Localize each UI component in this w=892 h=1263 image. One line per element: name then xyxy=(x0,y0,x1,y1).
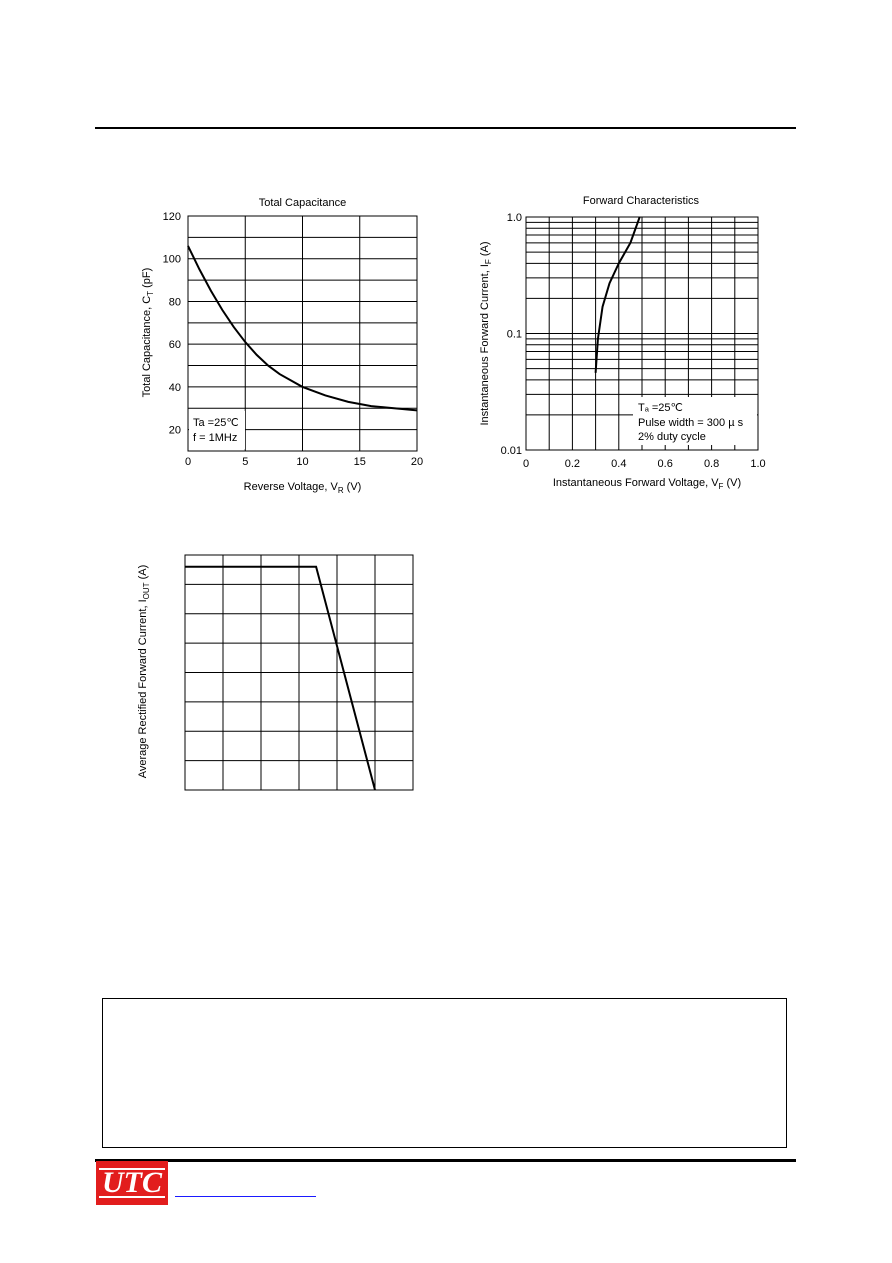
annotation-temp: Tₐ =25℃ xyxy=(638,402,683,414)
y-tick-label-100: 100 xyxy=(162,253,181,266)
footer-rule xyxy=(95,1159,796,1162)
x-tick-label-0.6: 0.6 xyxy=(657,458,673,470)
x-tick-label-5: 5 xyxy=(242,456,249,468)
utc-logo xyxy=(96,1161,168,1205)
x-tick-label-0: 0 xyxy=(184,456,192,468)
x-tick-label-0.8: 0.8 xyxy=(703,458,720,470)
chart-title: Forward Characteristics xyxy=(582,195,700,207)
annotation-temp: Ta =25℃ xyxy=(193,417,239,429)
forward-characteristics-chart xyxy=(479,195,766,491)
y-tick-label-1.0: 1.0 xyxy=(506,212,522,224)
x-tick-label-1.0: 1.0 xyxy=(750,458,766,470)
x-axis-label: Reverse Voltage, $V_R$ (V) xyxy=(243,481,362,495)
y-axis-label: Total Capacitance, $C_T$ (pF) xyxy=(141,267,155,398)
current-derating-chart xyxy=(137,555,413,790)
x-tick-label-0: 0 xyxy=(522,458,530,470)
annotation-duty: 2% duty cycle xyxy=(638,431,706,443)
x-tick-label-10: 10 xyxy=(296,456,309,468)
x-tick-label-0.2: 0.2 xyxy=(564,458,581,470)
notice-box xyxy=(102,998,787,1148)
total-capacitance-chart xyxy=(141,197,423,495)
y-tick-label-120: 120 xyxy=(162,211,181,223)
annotation-freq: f = 1MHz xyxy=(193,432,238,444)
forward-curve xyxy=(596,217,640,373)
derating-curve xyxy=(185,567,375,790)
annotation-pulse: Pulse width = 300 µ s xyxy=(638,417,744,429)
y-tick-label-60: 60 xyxy=(168,339,181,352)
logo-text: UTC xyxy=(99,1168,165,1198)
y-tick-label-0.1: 0.1 xyxy=(506,328,522,341)
chart-title: Total Capacitance xyxy=(258,197,347,209)
x-tick-label-0.4: 0.4 xyxy=(611,458,627,470)
y-axis-label: Instantaneous Forward Current, $I_F$ (A) xyxy=(479,241,493,426)
x-tick-label-20: 20 xyxy=(410,456,424,468)
y-tick-label-0.01: 0.01 xyxy=(500,445,522,457)
x-tick-label-15: 15 xyxy=(353,456,366,468)
y-axis-label: Average Rectified Forward Current, $I_{OUT}$ (A) xyxy=(137,564,151,779)
x-axis-label: Instantaneous Forward Voltage, $V_F$ (V) xyxy=(552,477,742,491)
y-tick-label-40: 40 xyxy=(168,381,181,394)
y-tick-label-80: 80 xyxy=(168,296,181,309)
footer-link-underline[interactable] xyxy=(175,1196,316,1197)
y-tick-label-20: 20 xyxy=(168,424,181,437)
